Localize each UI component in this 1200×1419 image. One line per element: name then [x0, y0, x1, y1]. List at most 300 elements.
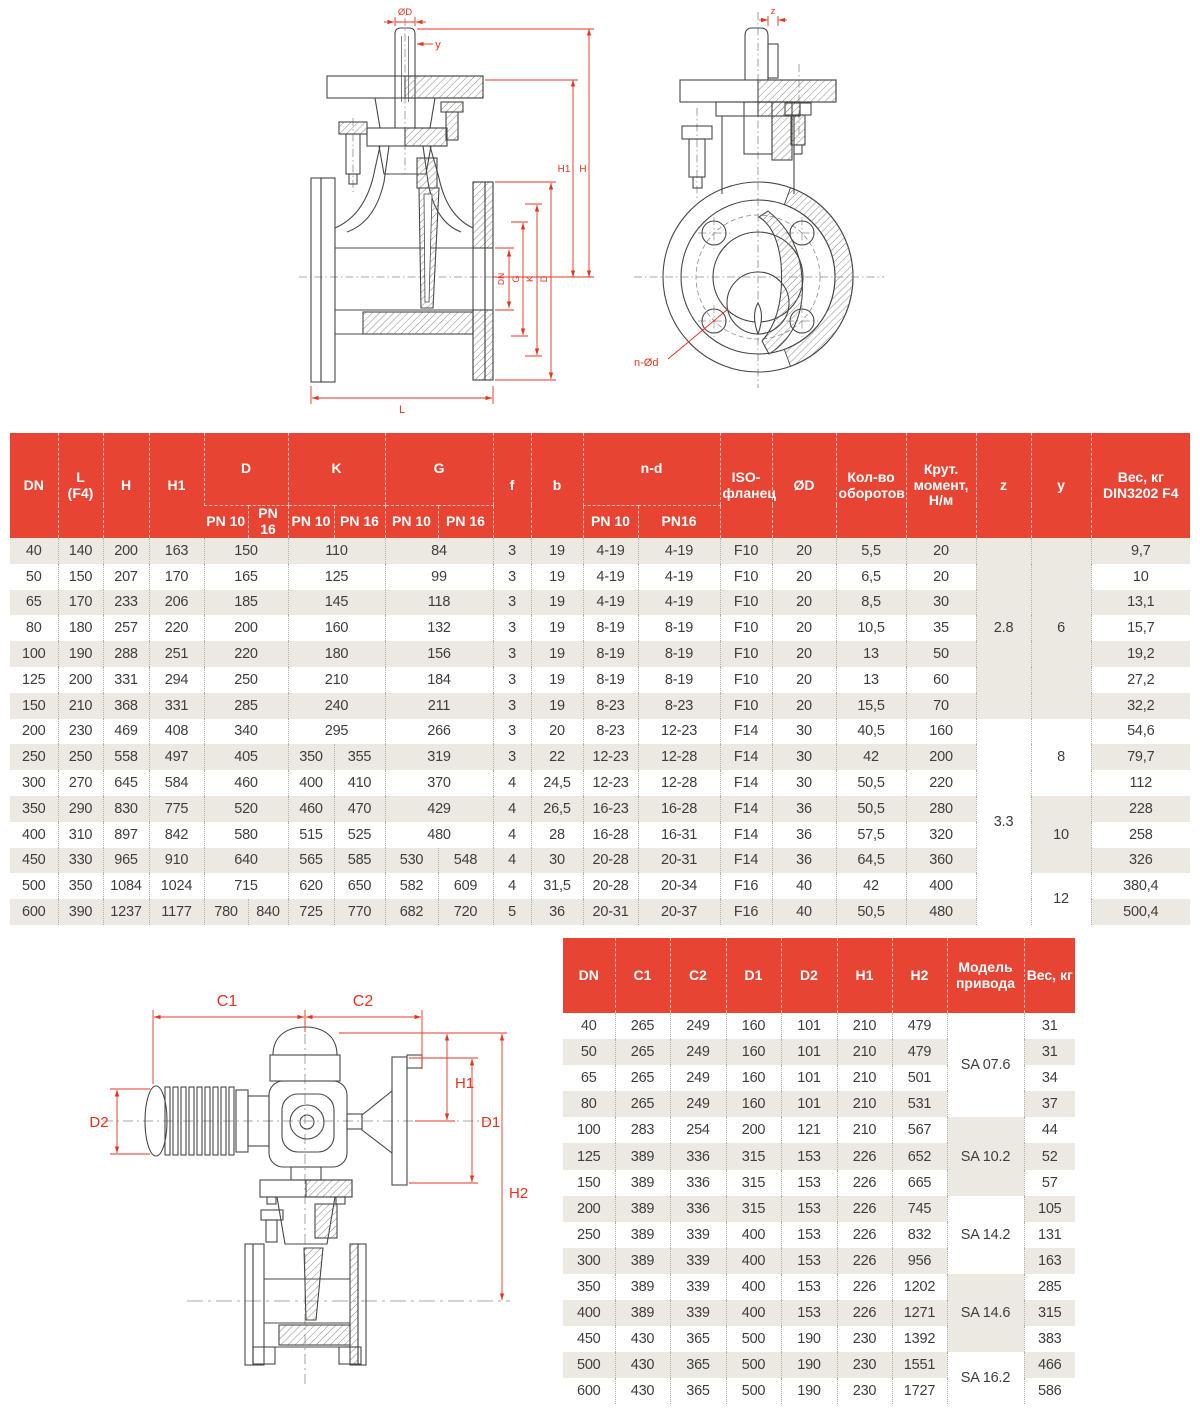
cell-iso: F10	[720, 641, 772, 667]
subcol-g-pn10: PN 10	[385, 505, 438, 538]
cell-d1: 315	[726, 1170, 781, 1196]
actuator-table-row	[563, 1274, 1075, 1300]
cell-h: 1237	[103, 899, 149, 925]
cell-g-pn16: 720	[438, 899, 493, 925]
cell-weight: 466	[1024, 1352, 1075, 1378]
cell-dn: 40	[10, 538, 58, 564]
cell-turns: 50,5	[836, 770, 906, 796]
cell-d-pn16: 840	[248, 899, 288, 925]
cell-dn: 80	[563, 1091, 615, 1117]
cell-torque: 60	[906, 667, 976, 693]
cell-b: 19	[531, 615, 583, 641]
cell-k-pn16: 650	[334, 873, 385, 899]
cell-d1: 315	[726, 1196, 781, 1222]
cell-od: 40	[772, 899, 836, 925]
cell-od: 30	[772, 744, 836, 770]
cell-weight: 586	[1024, 1378, 1075, 1404]
dim-label-k: K	[525, 275, 535, 283]
cell-drive-model-merged: SA 16.2	[947, 1352, 1024, 1404]
dim-label-y: y	[435, 39, 441, 51]
cell-torque: 400	[906, 873, 976, 899]
cell-h1: 251	[149, 641, 204, 667]
cell-l: 250	[58, 744, 103, 770]
valve-side-view-drawing	[283, 6, 599, 418]
cell-h: 965	[103, 848, 149, 874]
cell-b: 19	[531, 564, 583, 590]
cell-turns: 42	[836, 873, 906, 899]
cell-dn: 150	[10, 693, 58, 719]
cell-dn: 400	[21, 826, 46, 843]
cell-k-pn16: 410	[334, 770, 385, 796]
cell-dn: 150	[576, 1174, 601, 1191]
cell-l: 170	[58, 590, 103, 616]
dim-label-nd: n-Ød	[634, 357, 659, 369]
cell-h: 558	[103, 744, 149, 770]
cell-dn: 350	[576, 1278, 601, 1295]
cell-h2: 501	[892, 1065, 947, 1091]
actuator-table-header	[563, 938, 1075, 1013]
cell-c1: 430	[615, 1378, 670, 1404]
cell-nd-pn16: 4-19	[638, 590, 720, 616]
cell-g: 319	[385, 744, 493, 770]
cell-d1: 400	[726, 1222, 781, 1248]
cell-od: 20	[772, 615, 836, 641]
cell-nd-pn10: 12-23	[583, 744, 638, 770]
cell-h: 331	[103, 667, 149, 693]
cell-d: 150	[204, 538, 288, 564]
cell-c1: 389	[615, 1143, 670, 1169]
actuator-valve-drawing	[55, 948, 545, 1418]
col-header-z: z	[976, 433, 1031, 538]
cell-dn: 450	[10, 848, 58, 874]
cell-weight: 285	[1024, 1274, 1075, 1300]
cell-b: 19	[531, 667, 583, 693]
cell-dn: 65	[580, 1070, 597, 1087]
cell-torque: 35	[906, 615, 976, 641]
cell-iso: F10	[720, 564, 772, 590]
cell-torque: 30	[906, 590, 976, 616]
main-dimension-table	[10, 433, 1190, 925]
cell-g: 84	[385, 538, 493, 564]
cell-c2: 336	[670, 1143, 726, 1169]
cell-f: 3	[493, 641, 531, 667]
cell-torque: 20	[906, 564, 976, 590]
cell-h2: 652	[892, 1143, 947, 1169]
cell-c2: 254	[670, 1117, 726, 1143]
cell-k-pn10: 515	[288, 822, 334, 848]
cell-k-pn10: 350	[288, 744, 334, 770]
cell-weight: 37	[1024, 1091, 1075, 1117]
cell-l: 180	[58, 615, 103, 641]
cell-dn: 600	[576, 1383, 601, 1400]
cell-g-pn10: 530	[385, 848, 438, 874]
cell-l: 150	[58, 564, 103, 590]
cell-h1: 1024	[149, 873, 204, 899]
cell-turns: 50,5	[836, 899, 906, 925]
cell-d: 200	[204, 615, 288, 641]
cell-k: 210	[288, 667, 385, 693]
col-header-nd: n-d	[583, 433, 720, 505]
col-header-h: H	[103, 433, 149, 538]
actuator-table-row	[563, 1196, 1075, 1222]
cell-d2: 153	[781, 1222, 837, 1248]
cell-dn: 250	[576, 1226, 601, 1243]
cell-c2: 249	[670, 1091, 726, 1117]
cell-torque: 200	[906, 744, 976, 770]
cell-h2: 1392	[892, 1326, 947, 1352]
cell-od: 20	[772, 538, 836, 564]
actuator-table-body	[563, 1013, 1075, 1404]
cell-iso: F14	[720, 744, 772, 770]
cell-b: 28	[531, 822, 583, 848]
cell-h: 830	[103, 796, 149, 822]
col-header-h1: H1	[149, 433, 204, 538]
cell-weight: 57	[1024, 1170, 1075, 1196]
cell-torque: 50	[906, 641, 976, 667]
cell-nd-pn16: 12-28	[638, 744, 720, 770]
dim-label-h: H	[579, 164, 587, 175]
cell-h2: 479	[892, 1039, 947, 1065]
cell-d2: 101	[781, 1013, 837, 1039]
cell-d1: 500	[726, 1352, 781, 1378]
cell-dn: 50	[563, 1039, 615, 1065]
col-header-weight: Вес, кг	[1024, 938, 1075, 1013]
cell-y-merged: 8	[1031, 719, 1091, 796]
cell-g: 118	[385, 590, 493, 616]
cell-d2: 153	[781, 1170, 837, 1196]
main-table-row	[10, 719, 1190, 745]
cell-k-pn10: 460	[288, 796, 334, 822]
cell-c2: 365	[670, 1378, 726, 1404]
col-header-c2: C2	[670, 938, 726, 1013]
cell-c2: 339	[670, 1274, 726, 1300]
cell-weight: 228	[1091, 796, 1190, 822]
cell-h1: 497	[149, 744, 204, 770]
cell-weight: 163	[1024, 1248, 1075, 1274]
cell-d2: 153	[781, 1143, 837, 1169]
cell-torque: 160	[906, 719, 976, 745]
cell-h1: 408	[149, 719, 204, 745]
cell-iso: F10	[720, 667, 772, 693]
col-header-dn: DN	[10, 433, 58, 538]
cell-od: 30	[772, 770, 836, 796]
col-header-d2: D2	[781, 938, 837, 1013]
dim-label-h2: H2	[509, 1185, 529, 1202]
cell-h: 1084	[103, 873, 149, 899]
cell-weight: 380,4	[1091, 873, 1190, 899]
cell-turns: 13	[836, 667, 906, 693]
cell-nd-pn10: 20-31	[583, 899, 638, 925]
col-header-iso: ISO-фланец	[720, 433, 772, 538]
cell-g: 370	[385, 770, 493, 796]
cell-c1: 430	[615, 1326, 670, 1352]
col-header-d: D	[204, 433, 288, 505]
cell-k: 180	[288, 641, 385, 667]
cell-h1: 210	[837, 1039, 892, 1065]
cell-dn: 250	[10, 744, 58, 770]
cell-k: 160	[288, 615, 385, 641]
cell-weight: 44	[1024, 1117, 1075, 1143]
cell-h2: 531	[892, 1091, 947, 1117]
cell-c1: 265	[615, 1091, 670, 1117]
dim-label-g: G	[511, 275, 521, 283]
col-header-k: K	[288, 433, 385, 505]
cell-nd-pn10: 4-19	[583, 538, 638, 564]
cell-l: 390	[58, 899, 103, 925]
cell-nd-pn10: 4-19	[583, 590, 638, 616]
main-table-row	[10, 538, 1190, 564]
cell-nd-pn16: 8-23	[638, 693, 720, 719]
cell-c1: 265	[615, 1065, 670, 1091]
col-header-l	[58, 433, 103, 538]
cell-b: 19	[531, 538, 583, 564]
cell-k: 145	[288, 590, 385, 616]
cell-dn: 350	[10, 796, 58, 822]
cell-od: 40	[772, 873, 836, 899]
cell-nd-pn10: 20-28	[583, 873, 638, 899]
cell-dn: 450	[576, 1331, 601, 1348]
cell-h2: 1727	[892, 1378, 947, 1404]
dim-label-d1: D1	[481, 1114, 501, 1131]
cell-d1: 200	[726, 1117, 781, 1143]
cell-h: 257	[103, 615, 149, 641]
cell-weight: 326	[1091, 848, 1190, 874]
cell-h2: 745	[892, 1196, 947, 1222]
dim-label-dn: DN	[496, 272, 506, 286]
col-header-turns: Кол-во оборотов	[836, 433, 906, 538]
cell-dn: 400	[563, 1300, 615, 1326]
cell-l: 140	[58, 538, 103, 564]
cell-iso: F10	[720, 590, 772, 616]
cell-dn: 500	[21, 878, 46, 895]
dim-label-c2: C2	[352, 993, 374, 1010]
col-header-b: b	[531, 433, 583, 538]
cell-k-pn16: 525	[334, 822, 385, 848]
cell-c2: 365	[670, 1352, 726, 1378]
dim-label-h1: H1	[455, 1075, 475, 1092]
cell-d1: 315	[726, 1143, 781, 1169]
cell-g-pn16: 609	[438, 873, 493, 899]
cell-h1: 220	[149, 615, 204, 641]
cell-f: 3	[493, 719, 531, 745]
cell-h1: 842	[149, 822, 204, 848]
cell-g: 156	[385, 641, 493, 667]
cell-h1: 210	[837, 1117, 892, 1143]
cell-nd-pn10: 8-19	[583, 641, 638, 667]
col-header-h2: H2	[892, 938, 947, 1013]
cell-iso: F16	[720, 873, 772, 899]
cell-iso: F10	[720, 615, 772, 641]
cell-c2: 336	[670, 1196, 726, 1222]
cell-d: 520	[204, 796, 288, 822]
cell-h2: 665	[892, 1170, 947, 1196]
cell-weight: 500,4	[1091, 899, 1190, 925]
cell-y-merged: 12	[1031, 873, 1091, 925]
cell-dn: 300	[21, 775, 46, 792]
cell-l: 210	[58, 693, 103, 719]
cell-k: 110	[288, 538, 385, 564]
subcol-d-pn16: PN 16	[248, 505, 288, 538]
cell-d2: 101	[781, 1065, 837, 1091]
cell-dn: 50	[25, 568, 42, 585]
cell-weight: 10	[1091, 564, 1190, 590]
cell-b: 24,5	[531, 770, 583, 796]
cell-weight: 54,6	[1091, 719, 1190, 745]
cell-od: 36	[772, 822, 836, 848]
cell-turns: 50,5	[836, 796, 906, 822]
cell-weight: 13,1	[1091, 590, 1190, 616]
cell-weight: 34	[1024, 1065, 1075, 1091]
main-dimension-table-container	[10, 433, 1190, 925]
cell-dn: 100	[576, 1122, 601, 1139]
cell-d: 250	[204, 667, 288, 693]
cell-g: 429	[385, 796, 493, 822]
cell-d2: 153	[781, 1274, 837, 1300]
cell-h1: 210	[837, 1013, 892, 1039]
cell-turns: 40,5	[836, 719, 906, 745]
cell-iso: F14	[720, 848, 772, 874]
cell-b: 20	[531, 719, 583, 745]
cell-h1: 230	[837, 1352, 892, 1378]
cell-b: 22	[531, 744, 583, 770]
cell-k: 295	[288, 719, 385, 745]
cell-b: 19	[531, 693, 583, 719]
dim-label-z: z	[770, 6, 776, 17]
col-header-l-line2: (F4)	[67, 484, 94, 501]
subcol-d-pn10: PN 10	[204, 505, 248, 538]
subcol-nd-pn10: PN 10	[583, 505, 638, 538]
cell-k-pn10: 725	[288, 899, 334, 925]
cell-c1: 389	[615, 1274, 670, 1300]
cell-nd-pn10: 8-19	[583, 615, 638, 641]
cell-k-pn10: 620	[288, 873, 334, 899]
cell-c1: 430	[615, 1352, 670, 1378]
cell-torque: 220	[906, 770, 976, 796]
cell-d1: 160	[726, 1091, 781, 1117]
cell-l: 290	[58, 796, 103, 822]
cell-d2: 190	[781, 1378, 837, 1404]
cell-od: 36	[772, 848, 836, 874]
cell-c2: 249	[670, 1013, 726, 1039]
cell-torque: 70	[906, 693, 976, 719]
cell-k: 240	[288, 693, 385, 719]
cell-nd-pn10: 12-23	[583, 770, 638, 796]
cell-c2: 249	[670, 1039, 726, 1065]
cell-od: 20	[772, 693, 836, 719]
actuator-table-row	[563, 1013, 1075, 1039]
cell-k-pn10: 565	[288, 848, 334, 874]
cell-d: 340	[204, 719, 288, 745]
cell-d1: 160	[726, 1065, 781, 1091]
cell-c1: 283	[615, 1117, 670, 1143]
cell-torque: 360	[906, 848, 976, 874]
cell-iso: F14	[720, 796, 772, 822]
cell-turns: 5,5	[836, 538, 906, 564]
cell-d1: 500	[726, 1378, 781, 1404]
cell-h1: 775	[149, 796, 204, 822]
cell-l: 230	[58, 719, 103, 745]
cell-nd-pn16: 20-31	[638, 848, 720, 874]
cell-l: 200	[58, 667, 103, 693]
cell-f: 3	[493, 538, 531, 564]
main-table-body	[10, 538, 1190, 925]
cell-weight: 31	[1024, 1039, 1075, 1065]
cell-h1: 230	[837, 1326, 892, 1352]
cell-d: 715	[204, 873, 288, 899]
cell-d1: 400	[726, 1274, 781, 1300]
cell-h: 897	[103, 822, 149, 848]
cell-k-pn16: 585	[334, 848, 385, 874]
cell-z-merged: 3.3	[976, 719, 1031, 925]
cell-d: 460	[204, 770, 288, 796]
subcol-g-pn16: PN 16	[438, 505, 493, 538]
cell-nd-pn10: 8-23	[583, 719, 638, 745]
cell-drive-model-merged: SA 10.2	[947, 1117, 1024, 1195]
cell-g: 266	[385, 719, 493, 745]
cell-nd-pn16: 20-34	[638, 873, 720, 899]
cell-torque: 280	[906, 796, 976, 822]
cell-h2: 956	[892, 1248, 947, 1274]
cell-g: 184	[385, 667, 493, 693]
cell-h2: 1202	[892, 1274, 947, 1300]
cell-iso: F14	[720, 822, 772, 848]
cell-weight: 315	[1024, 1300, 1075, 1326]
valve-body-outline	[663, 28, 853, 372]
actuator-table	[563, 938, 1075, 1404]
cell-c1: 265	[615, 1013, 670, 1039]
cell-h1: 584	[149, 770, 204, 796]
cell-d2: 101	[781, 1091, 837, 1117]
cell-nd-pn16: 16-28	[638, 796, 720, 822]
cell-l: 190	[58, 641, 103, 667]
cell-torque: 480	[906, 899, 976, 925]
col-header-f: f	[493, 433, 531, 538]
cell-weight: 258	[1091, 822, 1190, 848]
cell-c1: 389	[615, 1300, 670, 1326]
cell-d1: 400	[726, 1248, 781, 1274]
cell-d: 220	[204, 641, 288, 667]
cell-h: 645	[103, 770, 149, 796]
cell-h1: 170	[149, 564, 204, 590]
cell-weight: 79,7	[1091, 744, 1190, 770]
cell-c1: 389	[615, 1248, 670, 1274]
col-header-h1: H1	[837, 938, 892, 1013]
col-header-g: G	[385, 433, 493, 505]
cell-h: 288	[103, 641, 149, 667]
cell-nd-pn10: 8-19	[583, 667, 638, 693]
cell-c2: 339	[670, 1222, 726, 1248]
cell-d: 285	[204, 693, 288, 719]
cell-d: 640	[204, 848, 288, 874]
cell-d: 580	[204, 822, 288, 848]
cell-nd-pn16: 12-28	[638, 770, 720, 796]
cell-od: 20	[772, 667, 836, 693]
cell-h1: 206	[149, 590, 204, 616]
cell-c2: 365	[670, 1326, 726, 1352]
cell-weight: 27,2	[1091, 667, 1190, 693]
cell-drive-model-merged: SA 14.2	[947, 1196, 1024, 1274]
cell-c2: 336	[670, 1170, 726, 1196]
dim-label-d: D	[539, 275, 549, 283]
cell-d2: 153	[781, 1300, 837, 1326]
cell-turns: 6,5	[836, 564, 906, 590]
cell-d1: 160	[726, 1039, 781, 1065]
cell-d: 165	[204, 564, 288, 590]
cell-y-merged: 10	[1031, 796, 1091, 873]
dim-label-h1: H1	[557, 164, 571, 175]
cell-dn: 125	[21, 671, 46, 688]
cell-nd-pn10: 20-28	[583, 848, 638, 874]
